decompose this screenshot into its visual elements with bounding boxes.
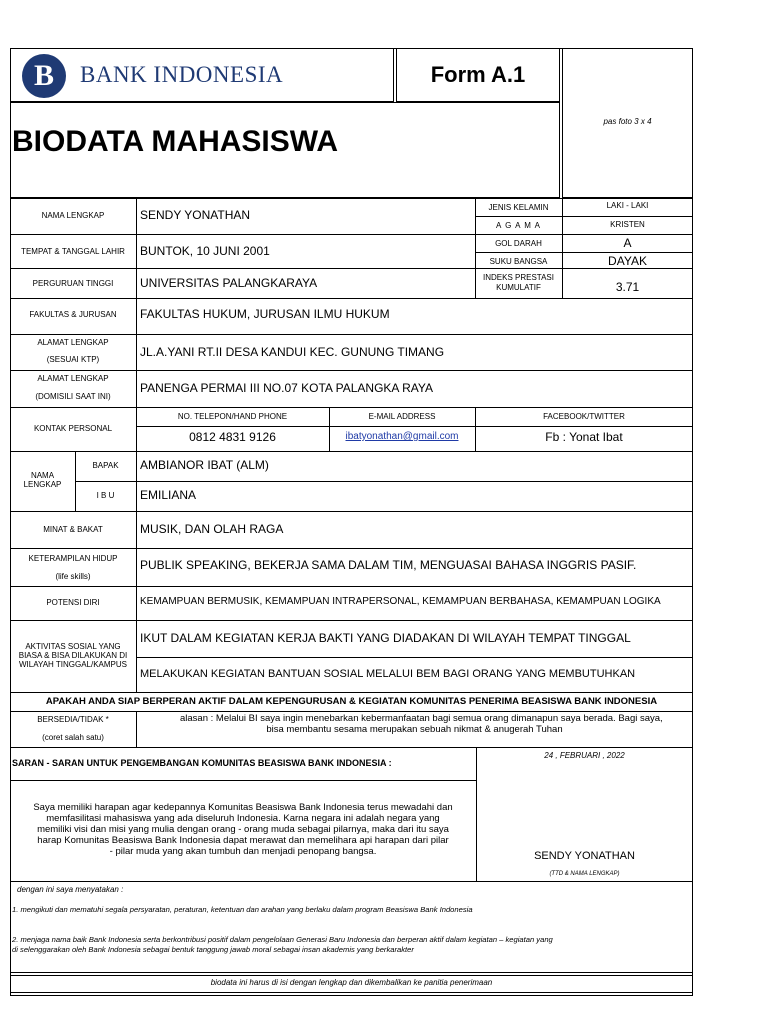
fakultas-label: FAKULTAS & JURUSAN: [29, 310, 117, 319]
pt-label: PERGURUAN TINGGI: [32, 279, 114, 288]
aktivitas-label-line-3: WILAYAH TINGGAL/KAMPUS: [18, 660, 128, 669]
saran-line-5: - pilar muda yang akan tumbuh dan menjadi penopang bangsa.: [109, 846, 377, 857]
alamat-domisili-label-line-2: (DOMISILI SAAT INI): [35, 392, 111, 401]
gol-darah-label: GOL DARAH: [495, 239, 542, 248]
photo-note: pas foto 3 x 4: [603, 117, 652, 126]
ipk-label-line-1: INDEKS PRESTASI: [483, 273, 554, 282]
form-code: Form A.1: [430, 62, 526, 87]
alasan-line-2: bisa membantu sesama merupakan sebuah nikmat & anugerah Tuhan: [266, 724, 563, 735]
signer-note: (TTD & NAMA LENGKAP): [549, 871, 620, 877]
ipk-label-line-2: KUMULATIF: [496, 283, 541, 292]
aktivitas-item-2: MELAKUKAN KEGIATAN BANTUAN SOSIAL MELALUI BEM BAGI ORANG YANG MEMBUTUHKAN: [140, 668, 636, 680]
minat-value: MUSIK, DAN OLAH RAGA: [140, 522, 284, 536]
logo-monogram: B: [33, 59, 54, 92]
suku-label: SUKU BANGSA: [489, 257, 548, 266]
bapak-value: AMBIANOR IBAT (ALM): [140, 458, 269, 472]
footer-note: biodata ini harus di isi dengan lengkap dan dikembalikan ke panitia penerimaan: [210, 978, 493, 987]
phone-header: NO. TELEPON/HAND PHONE: [177, 412, 288, 421]
page-title: BIODATA MAHASISWA: [12, 125, 339, 158]
saran-line-4: harap Komunitas Beasiswa Bank Indonesia dapat merawat dan memelihara api harapan dari pilar: [37, 835, 449, 846]
aktivitas-label-line-2: BIASA & BISA DILAKUKAN DI: [18, 651, 128, 660]
potensi-label: POTENSI DIRI: [46, 598, 100, 607]
saran-line-3: memiliki visi dan misi yang mulia dengan orang - orang muda sebagai pilarnya, maka dari itu saya: [37, 824, 449, 835]
ibu-value: EMILIANA: [140, 488, 197, 502]
suku-value: DAYAK: [608, 254, 647, 268]
jenis-kelamin-label: JENIS KELAMIN: [488, 203, 549, 212]
pernyataan-item-1: 1. mengikuti dan mematuhi segala persyaratan, peraturan, ketentuan dan arahan yang berlaku dalam program Beasiswa Bank Indonesia: [12, 905, 473, 914]
alasan-line-1: alasan : Melalui BI saya ingin menebarkan kebermanfaatan bagi semua orang dimanapun saya berada. Bagi saya,: [180, 713, 663, 724]
keterampilan-label-line-1: KETERAMPILAN HIDUP: [28, 554, 118, 563]
nama-lengkap-value: SENDY YONATHAN: [140, 208, 251, 222]
jenis-kelamin-value: LAKI - LAKI: [606, 201, 649, 210]
aktivitas-label-line-1: AKTIVITAS SOSIAL YANG: [25, 642, 121, 651]
potensi-value: KEMAMPUAN BERMUSIK, KEMAMPUAN INTRAPERSONAL, KEMAMPUAN BERBAHASA, KEMAMPUAN LOGIKA: [140, 596, 661, 607]
signer-name: SENDY YONATHAN: [534, 850, 635, 862]
alamat-ktp-label-line-2: (SESUAI KTP): [46, 355, 100, 364]
coret-label: (coret salah satu): [42, 733, 104, 742]
nama-ortu-label-line-2: LENGKAP: [23, 480, 62, 489]
saran-header: SARAN - SARAN UNTUK PENGEMBANGAN KOMUNITAS BEASISWA BANK INDONESIA :: [12, 758, 392, 768]
phone-value: 0812 4831 9126: [189, 430, 276, 444]
minat-label: MINAT & BAKAT: [43, 525, 103, 534]
signature-date: 24 , FEBRUARI , 2022: [544, 751, 625, 760]
pernyataan-item-2-line-1: 2. menjaga nama baik Bank Indonesia serta berkontribusi positif dalam pengelolaan Generasi Baru Indonesia dan berperan aktif dalam kegiatan – kegiatan yang: [12, 935, 553, 944]
saran-line-1: Saya memiliki harapan agar kedepannya Komunitas Beasiswa Bank Indonesia terus mewadahi dan: [33, 802, 453, 813]
alamat-ktp-value: JL.A.YANI RT.II DESA KANDUI KEC. GUNUNG TIMANG: [140, 345, 445, 359]
social-value: Fb : Yonat Ibat: [545, 430, 623, 444]
logo-text: BANK INDONESIA: [80, 62, 284, 87]
ttl-label: TEMPAT & TANGGAL LAHIR: [21, 247, 125, 256]
gol-darah-value: A: [623, 236, 632, 250]
nama-lengkap-label: NAMA LENGKAP: [41, 211, 105, 220]
ttl-value: BUNTOK, 10 JUNI 2001: [140, 244, 270, 258]
bersedia-label[interactable]: BERSEDIA/TIDAK *: [37, 715, 109, 724]
keterampilan-label-line-2: (life skills): [55, 572, 91, 581]
pt-value: UNIVERSITAS PALANGKARAYA: [140, 276, 318, 290]
kesiapan-question: APAKAH ANDA SIAP BERPERAN AKTIF DALAM KEPENGURUSAN & KEGIATAN KOMUNITAS PENERIMA BEASISWA BANK INDONESIA: [45, 696, 658, 707]
pernyataan-item-2-line-2: di selenggarakan oleh Bank Indonesia sebagai bentuk tanggung jawab moral sebagai insan akademis yang berkarakter: [12, 945, 414, 954]
fakultas-value: FAKULTAS HUKUM, JURUSAN ILMU HUKUM: [140, 307, 390, 321]
alamat-domisili-label-line-1: ALAMAT LENGKAP: [37, 374, 109, 383]
alamat-domisili-value: PANENGA PERMAI III NO.07 KOTA PALANGKA RAYA: [140, 381, 433, 395]
pernyataan-intro: dengan ini saya menyatakan :: [17, 885, 124, 894]
agama-label: A G A M A: [495, 221, 542, 230]
ibu-label: I B U: [96, 491, 115, 500]
social-header: FACEBOOK/TWITTER: [543, 412, 625, 421]
aktivitas-item-1: IKUT DALAM KEGIATAN KERJA BAKTI YANG DIADAKAN DI WILAYAH TEMPAT TINGGAL: [140, 631, 631, 645]
nama-ortu-label-line-1: NAMA: [30, 471, 55, 480]
ipk-value: 3.71: [615, 280, 640, 294]
email-link[interactable]: ibatyonathan@gmail.com: [345, 431, 459, 442]
bapak-label: BAPAK: [92, 461, 119, 470]
keterampilan-value: PUBLIK SPEAKING, BEKERJA SAMA DALAM TIM, MENGUASAI BAHASA INGGRIS PASIF.: [140, 558, 637, 572]
alamat-ktp-label-line-1: ALAMAT LENGKAP: [37, 338, 109, 347]
bank-indonesia-logo-icon: [22, 54, 66, 98]
agama-value: KRISTEN: [610, 220, 645, 229]
saran-line-2: memfasilitasi mahasiswa yang ada diseluruh Indonesia. Karna negara ini adalah negara yang: [46, 813, 440, 824]
kontak-label: KONTAK PERSONAL: [33, 424, 113, 433]
email-header: E-MAIL ADDRESS: [368, 412, 436, 421]
